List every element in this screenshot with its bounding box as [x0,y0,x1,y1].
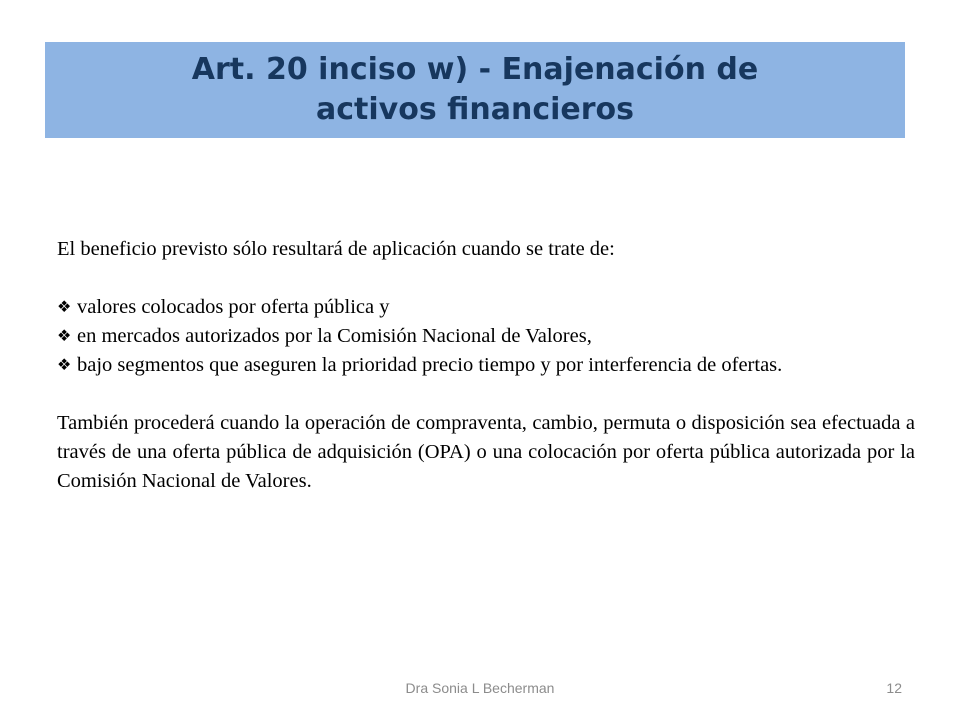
slide-title-line-1: Art. 20 inciso w) - Enajenación de [191,52,759,87]
diamond-star-bullet-icon: ❖ [57,326,72,345]
bullet-item [57,293,915,322]
bullet-item [57,322,915,351]
slide-title-line-2: activos financieros [316,92,634,127]
bullet-item-text: en mercados autorizados por la Comisión Nacional de Valores, [77,325,592,347]
slide-page-number: 12 [886,680,902,696]
bullet-item [57,351,915,380]
bullet-item-text: valores colocados por oferta pública y [77,296,390,318]
paragraph-spacer [57,380,915,409]
bullet-item-text: bajo segmentos que aseguren la prioridad precio tiempo y por interferencia de ofertas. [77,354,783,376]
footer-author: Dra Sonia L Becherman [405,680,555,696]
slide-title-banner [45,42,905,138]
diamond-star-bullet-icon: ❖ [57,297,72,316]
slide-body [57,235,915,496]
body-paragraph: También procederá cuando la operación de compraventa, cambio, permuta o disposición sea efectuada a través de una oferta pública de adquisición (OPA) o una colocación por oferta pública autorizada por la Comisión Nacional de Valores. [57,412,915,492]
diamond-star-bullet-icon: ❖ [57,355,72,374]
intro-text: El beneficio previsto sólo resultará de aplicación cuando se trate de: [57,238,615,260]
